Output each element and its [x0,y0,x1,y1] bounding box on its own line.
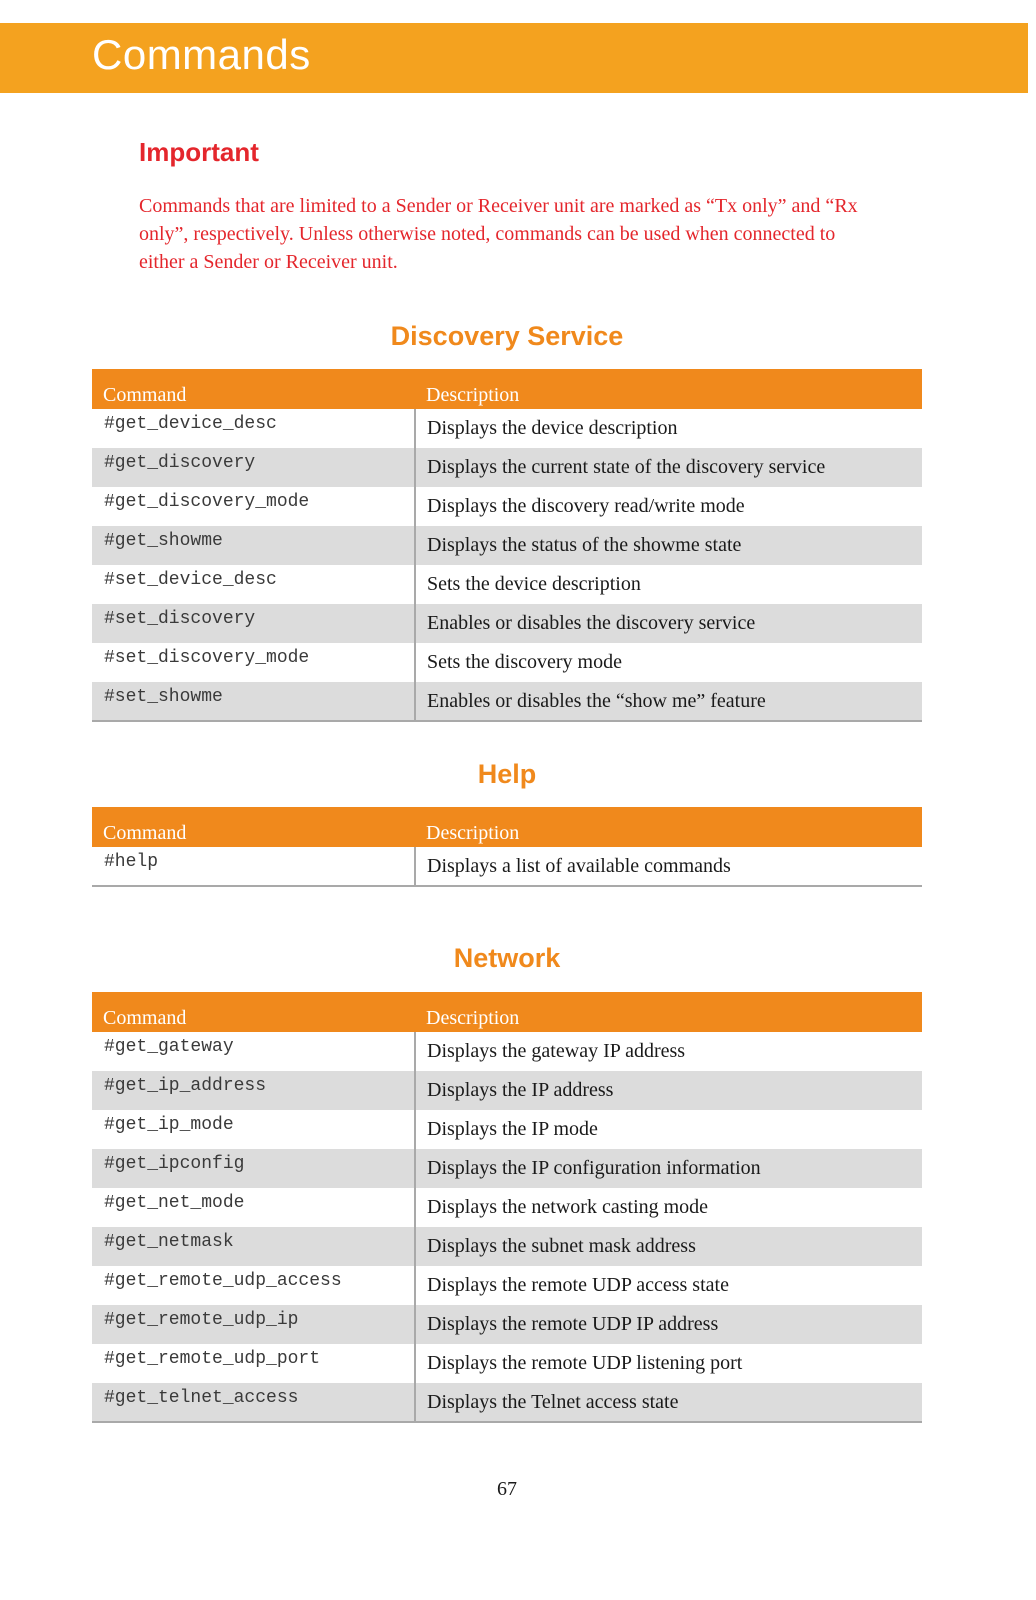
page-number: 67 [497,1478,517,1500]
column-header-command: Command [92,807,415,847]
table-body [92,847,922,886]
description-cell: Displays the Telnet access state [415,1383,922,1422]
table-row [92,1266,922,1305]
network-table [92,992,922,1423]
table-header-row [92,369,922,409]
table-body [92,409,922,721]
command-cell: #get_telnet_access [92,1383,415,1422]
table-row [92,409,922,448]
table-row [92,682,922,721]
table-row [92,565,922,604]
command-cell: #get_netmask [92,1227,415,1266]
command-cell: #get_net_mode [92,1188,415,1227]
table-row [92,487,922,526]
table-row [92,526,922,565]
command-cell: #get_gateway [92,1032,415,1071]
column-header-command: Command [92,369,415,409]
description-cell: Displays the network casting mode [427,1196,709,1218]
command-cell: #get_remote_udp_port [92,1344,415,1383]
page-title: Commands [92,31,311,78]
description-cell: Displays the subnet mask address [415,1227,922,1266]
table-row [92,1032,922,1071]
description-cell: Displays the discovery read/write mode [427,495,745,517]
command-cell: #help [92,847,415,886]
command-cell: #get_remote_udp_ip [92,1305,415,1344]
command-cell: #set_discovery_mode [92,643,415,682]
table-row [92,1071,922,1110]
description-cell: Enables or disables the “show me” feature [415,682,922,721]
table-row [92,1188,922,1227]
table-row [92,1383,922,1422]
table-header-row [92,992,922,1032]
command-cell: #get_discovery_mode [92,487,415,526]
section-title-discovery-service: Discovery Service [390,321,624,351]
table-row [92,1149,922,1188]
description-cell: Displays the IP mode [427,1118,598,1140]
column-header-command: Command [92,992,415,1032]
table-header-row [92,807,922,847]
page-header-band [0,23,1028,93]
description-cell: Displays the IP configuration information [415,1149,922,1188]
column-header-description: Description [415,992,922,1032]
description-cell: Displays the remote UDP listening port [427,1352,743,1374]
command-cell: #set_showme [92,682,415,721]
help-table [92,807,922,887]
command-cell: #get_remote_udp_access [92,1266,415,1305]
command-cell: #get_ip_address [92,1071,415,1110]
section-title-help: Help [477,759,537,789]
table-row [92,1344,922,1383]
description-cell: Displays a list of available commands [427,855,731,877]
description-cell: Displays the current state of the discovery service [415,448,922,487]
command-cell: #get_ipconfig [92,1149,415,1188]
column-header-description: Description [415,369,922,409]
command-cell: #get_showme [92,526,415,565]
command-cell: #get_ip_mode [92,1110,415,1149]
column-header-description: Description [415,807,922,847]
table-row [92,643,922,682]
description-cell: Displays the gateway IP address [427,1040,686,1062]
table-row [92,1110,922,1149]
description-cell: Displays the remote UDP access state [427,1274,729,1296]
description-cell: Displays the device description [427,417,678,439]
important-heading: Important [139,137,259,167]
table-row [92,1305,922,1344]
section-title-network: Network [453,943,561,973]
description-cell: Sets the device description [427,573,641,595]
command-cell: #get_discovery [92,448,415,487]
table-row [92,604,922,643]
table-body [92,1032,922,1422]
command-cell: #get_device_desc [92,409,415,448]
discovery-service-table [92,369,922,722]
description-cell: Enables or disables the discovery service [415,604,922,643]
table-row [92,448,922,487]
important-note: Commands that are limited to a Sender or Receiver unit are marked as “Tx only” and “Rx only”, respectively. Unless otherwise noted, commands can be used when connected to either a Sender or Receiver unit. [139,195,858,273]
table-row [92,847,922,886]
command-cell: #set_device_desc [92,565,415,604]
command-cell: #set_discovery [92,604,415,643]
description-cell: Displays the IP address [415,1071,922,1110]
description-cell: Sets the discovery mode [427,651,622,673]
description-cell: Displays the status of the showme state [415,526,922,565]
table-row [92,1227,922,1266]
description-cell: Displays the remote UDP IP address [415,1305,922,1344]
